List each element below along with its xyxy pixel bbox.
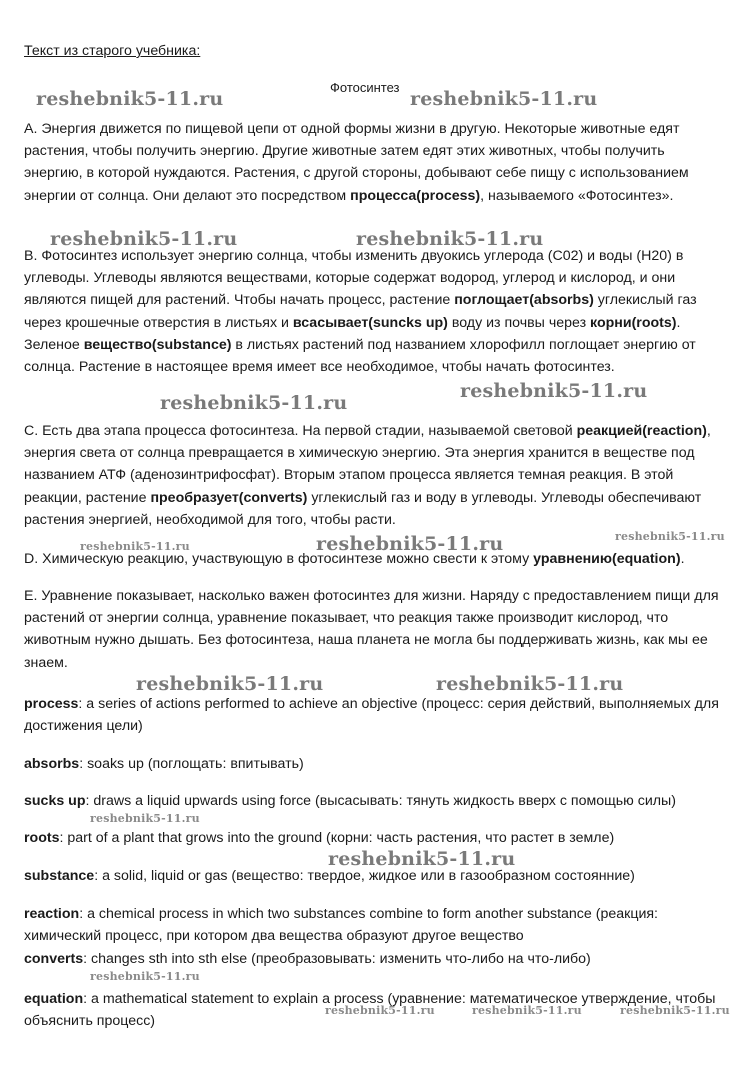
watermark: reshebnik5-11.ru [328,848,516,870]
paragraph-b-text-2: углекислый газ через крошечные отверстия в листьях и [24,292,697,331]
term-absorbs: поглощает(absorbs) [454,292,594,309]
watermark: reshebnik5-11.ru [160,392,348,414]
glossary-term: reaction [24,906,80,922]
paragraph-e [24,585,724,674]
glossary-definition: : soaks up (поглощать: впитывать) [79,756,304,772]
watermark: reshebnik5-11.ru [90,970,200,983]
watermark: reshebnik5-11.ru [410,88,598,110]
term-equation: уравнению(equation) [533,551,681,567]
glossary-term: converts [24,951,84,967]
term-sucks-up: всасывает(suncks up) [292,314,448,331]
paragraph-d-text: D. Химическую реакцию, участвующую в фотосинтезе можно свести к этому [24,551,534,567]
glossary-item [24,693,724,737]
document-title: Фотосинтез [330,80,400,95]
paragraph-b-text-4: . Зеленое [24,314,681,353]
paragraph-c-text-2: , энергия света от солнца превращается в химическую энергию. Эта энергия хранится в веществе под названием АТФ (аденозинтрифосфат). Вторым этапом процесса является темная реакция. В этой реакции, растение [24,423,711,506]
glossary-item [24,903,724,947]
paragraph-d-text-end: . [680,551,685,567]
term-process: процесса(process) [350,187,481,204]
paragraph-c-text: C. Есть два этапа процесса фотосинтеза. На первой стадии, называемой световой [24,423,577,439]
watermark: reshebnik5-11.ru [460,380,648,402]
glossary-term: absorbs [24,756,80,772]
watermark: reshebnik5-11.ru [356,228,544,250]
glossary-item [24,790,724,812]
term-reaction: реакцией(reaction) [576,423,707,439]
watermark: reshebnik5-11.ru [615,530,725,543]
glossary-term: substance [24,868,95,884]
glossary-definition: : part of a plant that grows into the ground (корни: часть растения, что растет в земле) [59,830,615,846]
glossary-definition: : a mathematical statement to explain a process (уравнение: математическое утверждение, чтобы объяснить процесс) [24,991,716,1030]
paragraph-a-text-end: , называемого «Фотосинтез». [480,187,674,204]
page-heading: Текст из старого учебника: [24,43,201,59]
paragraph-b-text-5: в листьях растений под названием хлорофилл поглощает энергию от солнца. Растение в настоящее время имеет все необходимое, чтобы начать фотосинтез. [24,336,696,376]
watermark: reshebnik5-11.ru [620,1004,730,1017]
glossary-item [24,753,724,775]
glossary-term: roots [24,830,60,846]
watermark: reshebnik5-11.ru [436,673,624,695]
watermark: reshebnik5-11.ru [90,812,200,825]
watermark: reshebnik5-11.ru [325,1004,435,1017]
paragraph-b [24,245,724,378]
glossary-item [24,948,724,970]
term-substance: вещество(substance) [83,336,232,353]
glossary-term: process [24,696,79,712]
watermark: reshebnik5-11.ru [50,228,238,250]
glossary-definition: : draws a liquid upwards using force (высасывать: тянуть жидкость вверх с помощью силы) [85,793,676,809]
paragraph-a-text: A. Энергия движется по пищевой цепи от одной формы жизни в другую. Некоторые животные едят растения, чтобы получить энергию. Другие животные затем едят этих животных, чтобы получить энергию, в которой нуждаются. Растения, с другой стороны, добывают себе пищу с использованием энергии от солнца. Они делают это посредством [24,121,689,204]
glossary-definition: : a series of actions performed to achieve an objective (процесс: серия действий, выполняемых для достижения цели) [24,696,719,735]
paragraph-c [24,420,724,531]
paragraph-c-text-3: углекислый газ и воду в углеводы. Углеводы обеспечивают растения энергией, необходимой для того, чтобы расти. [24,489,702,528]
paragraph-b-text-3: воду из почвы через [447,314,591,331]
term-roots: корни(roots) [590,314,677,331]
glossary-definition: : a chemical process in which two substances combine to form another substance (реакция: химический процесс, при котором два вещества образуют другое вещество [24,906,659,945]
glossary-item [24,827,724,849]
glossary-definition: : a solid, liquid or gas (вещество: твердое, жидкое или в газообразном состоянние) [94,868,635,884]
watermark: reshebnik5-11.ru [36,88,224,110]
watermark: reshebnik5-11.ru [136,673,324,695]
glossary-term: equation [24,991,84,1007]
term-converts: преобразует(converts) [150,489,308,506]
glossary-term: sucks up [24,793,86,809]
watermark: reshebnik5-11.ru [472,1004,582,1017]
watermark: reshebnik5-11.ru [80,540,190,553]
paragraph-a [24,118,724,207]
paragraph-e-text: E. Уравнение показывает, насколько важен фотосинтез для жизни. Наряду с предоставлением пищи для растений от энергии солнца, уравнение показывает, что реакция также производит кислород, что животным нужно дышать. Без фотосинтеза, наша планета не могла бы поддерживать жизнь, как мы ее знаем. [24,588,719,671]
glossary-definition: : changes sth into sth else (преобразовывать: изменить что-либо на что-либо) [83,951,591,967]
paragraph-b-text: B. Фотосинтез использует энергию солнца, чтобы изменить двуокись углерода (С02) и воды (Н20) в углеводы. Углеводы являются веществами, которые содержат водород, углерод и кислород, и они являются пищей для растений. Чтобы начать процесс, растение [24,248,684,309]
watermark: reshebnik5-11.ru [316,533,504,555]
